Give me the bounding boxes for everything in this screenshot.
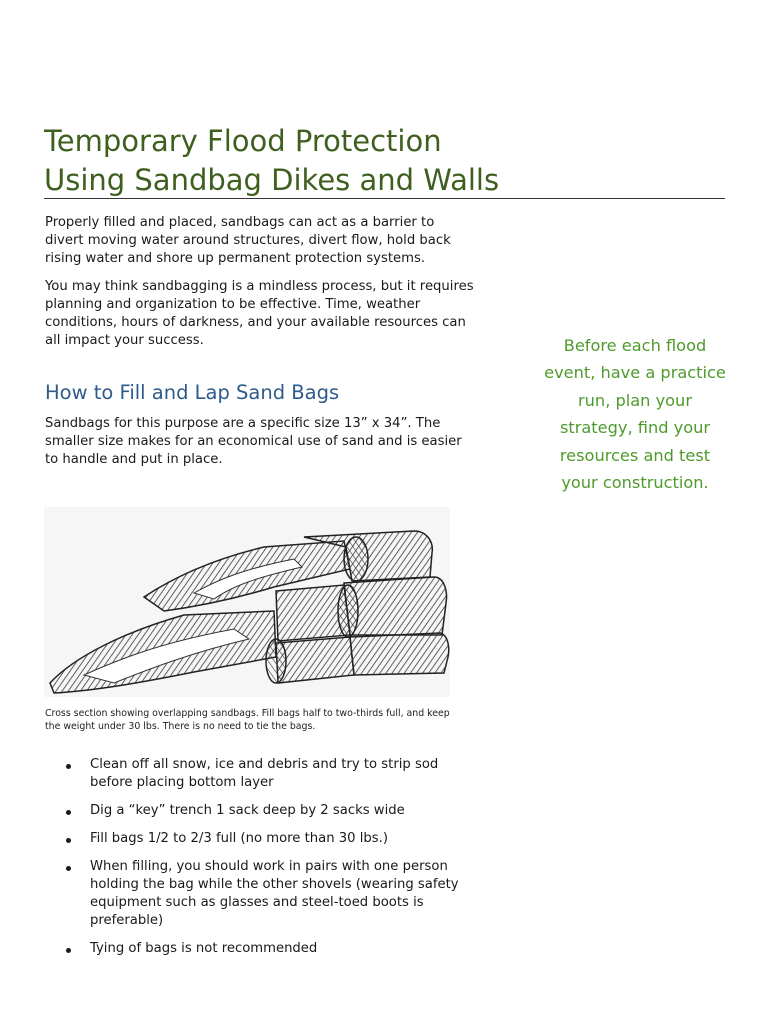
list-item <box>62 858 482 930</box>
title-line-1: Temporary Flood Protection <box>44 124 442 158</box>
list-item-text: Clean off all snow, ice and debris and try to strip sod before placing bottom layer <box>90 757 439 790</box>
list-item <box>62 756 482 792</box>
page-title <box>44 122 724 200</box>
section-paragraph: Sandbags for this purpose are a specific size 13” x 34”. The smaller size makes for an economical use of sand and is easier to handle and put in place. <box>45 416 462 467</box>
bullet-icon <box>66 866 71 871</box>
list-item <box>62 802 482 820</box>
list-item-text: Tying of bags is not recommended <box>90 941 318 956</box>
list-item <box>62 940 482 958</box>
bullet-icon <box>66 810 71 815</box>
figure-caption: Cross section showing overlapping sandbags. Fill bags half to two-thirds full, and keep the weight under 30 lbs. There is no need to tie the bags. <box>45 708 450 732</box>
list-item <box>62 830 482 848</box>
title-line-2: Using Sandbag Dikes and Walls <box>44 163 500 197</box>
title-divider <box>44 198 725 199</box>
intro-paragraph-2: You may think sandbagging is a mindless process, but it requires planning and organization to be effective. Time, weather conditions, hours of darkness, and your available resources can all impact your success. <box>45 279 474 348</box>
instruction-list <box>62 756 482 968</box>
sandbag-drawing <box>44 507 450 697</box>
list-item-text: Fill bags 1/2 to 2/3 full (no more than 30 lbs.) <box>90 831 388 846</box>
bullet-icon <box>66 838 71 843</box>
bullet-icon <box>66 948 71 953</box>
sidebar-callout: Before each flood event, have a practice run, plan your strategy, find your resources and test your construction. <box>544 336 726 493</box>
list-item-text: When filling, you should work in pairs with one person holding the bag while the other shovels (wearing safety equipment such as glasses and steel-toed boots is preferable) <box>90 859 459 928</box>
section-heading: How to Fill and Lap Sand Bags <box>45 381 340 404</box>
list-item-text: Dig a “key” trench 1 sack deep by 2 sacks wide <box>90 803 405 818</box>
bullet-icon <box>66 764 71 769</box>
sandbag-illustration <box>44 507 450 697</box>
intro-paragraph-1: Properly filled and placed, sandbags can act as a barrier to divert moving water around structures, divert flow, hold back rising water and shore up permanent protection systems. <box>45 215 451 266</box>
